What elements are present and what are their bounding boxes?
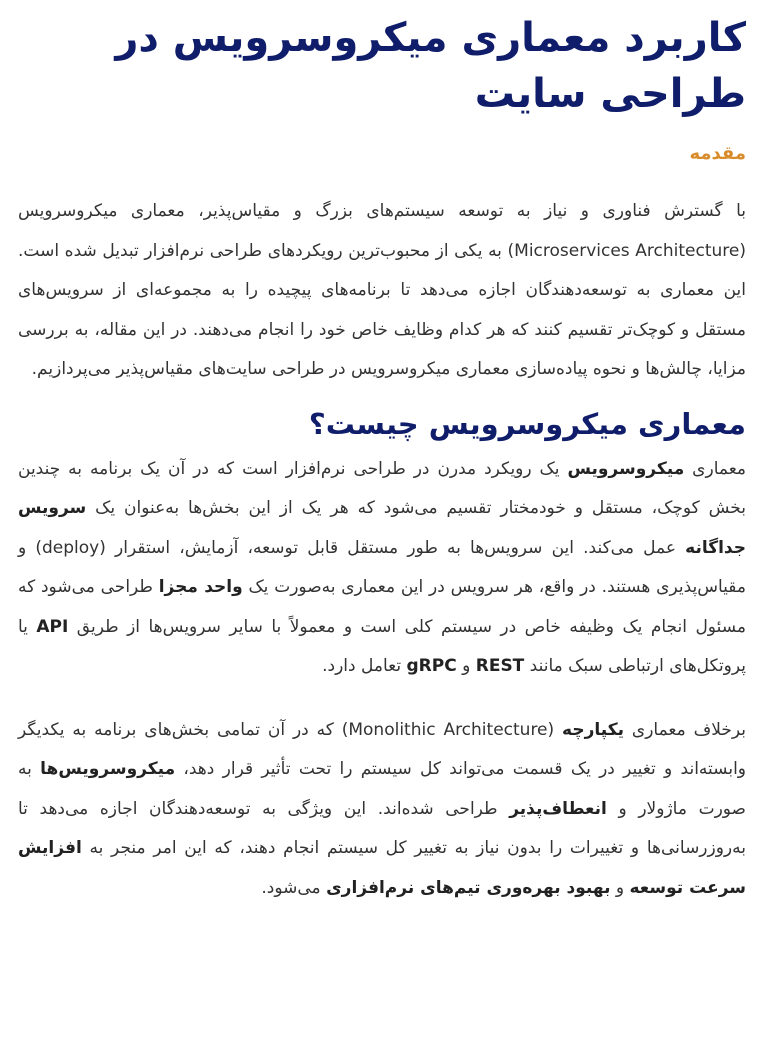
p1-text: تعامل دارد. (322, 656, 407, 676)
monolithic-comparison-paragraph (18, 711, 746, 909)
intro-paragraph: با گسترش فناوری و نیاز به توسعه سیستم‌های بزرگ و مقیاس‌پذیر، معماری میکروسرویس (Microservices Architecture) به یکی از محبوب‌ترین رویکردهای طراحی نرم‌افزار تبدیل شده است. این معماری به توسعه‌دهندگان اجازه می‌دهد تا برنامه‌های پیچیده را به مجموعه‌ای از سرویس‌های مستقل و کوچک‌تر تقسیم کنند که هر کدام وظایف خاص خود را انجام می‌دهند. در این مقاله، به بررسی مزایا، چالش‌ها و نحوه پیاده‌سازی معماری میکروسرویس در طراحی سایت‌های مقیاس‌پذیر می‌پردازیم. (18, 201, 746, 379)
p1-bold-separate-unit: واحد مجزا (158, 577, 243, 597)
p2-bold-dev-speed: افزایش سرعت توسعه (18, 838, 746, 898)
p2-bold-flexible: انعطاف‌پذیر (509, 798, 607, 819)
p1-bold-grpc: gRPC (406, 656, 457, 676)
p1-bold-microservice: میکروسرویس (567, 458, 685, 479)
p2-bold-microservices: میکروسرویس‌ها (40, 759, 176, 779)
p1-bold-api: API (36, 616, 69, 637)
p1-text: یک رویکرد مدرن در طراحی نرم‌افزار است که در آن یک برنامه به چندین بخش کوچک، مستقل و خودمختار تقسیم می‌شود که هر یک از این بخش‌ها به‌عنوان یک (18, 458, 746, 518)
paragraph-gap (18, 687, 746, 711)
p2-bold-monolithic: یکپارچه (562, 719, 624, 740)
p1-text: طراحی می‌شود که مسئول انجام یک وظیفه خاص در سیستم کلی است و معمولاً با سایر سرویس‌ها از طریق (18, 577, 746, 637)
p2-text: برخلاف معماری (624, 719, 746, 740)
p1-bold-separate-service: سرویس جداگانه (18, 498, 747, 558)
p1-bold-rest: REST (475, 656, 525, 676)
p2-text: به صورت ماژولار و (18, 759, 746, 819)
section-heading: معماری میکروسرویس چیست؟ (308, 406, 746, 441)
p2-text: طراحی شده‌اند. این ویژگی به توسعه‌دهندگان اجازه می‌دهد تا به‌روزرسانی‌ها و تغییرات را بدون نیاز به تغییر کل سیستم انجام دهند، که این امر منجر به (18, 798, 746, 858)
p2-text: (Monolithic Architecture) که در آن تمامی بخش‌های برنامه به یکدیگر وابسته‌اند و تغییر در یک قسمت می‌تواند کل سیستم را تحت تأثیر قرار دهد، (18, 719, 747, 779)
intro-heading: مقدمه (689, 143, 746, 164)
p1-text: معماری (684, 458, 747, 479)
p1-text: عمل می‌کند. این سرویس‌ها به طور مستقل قابل توسعه، آزمایش، استقرار (deploy) و مقیاس‌پذیری هستند. در واقع، هر سرویس در این معماری به‌صورت یک (18, 537, 746, 597)
p2-bold-productivity: بهبود بهره‌وری تیم‌های نرم‌افزاری (326, 877, 611, 898)
p2-text: و (610, 877, 630, 898)
p1-text: یا پروتکل‌های ارتباطی سبک مانند (18, 616, 746, 676)
microservice-definition-paragraph (18, 450, 746, 687)
p2-text: می‌شود. (261, 877, 327, 898)
p1-text: و (456, 656, 476, 676)
article-title: کاربرد معماری میکروسرویس در طراحی سایت (115, 15, 746, 117)
